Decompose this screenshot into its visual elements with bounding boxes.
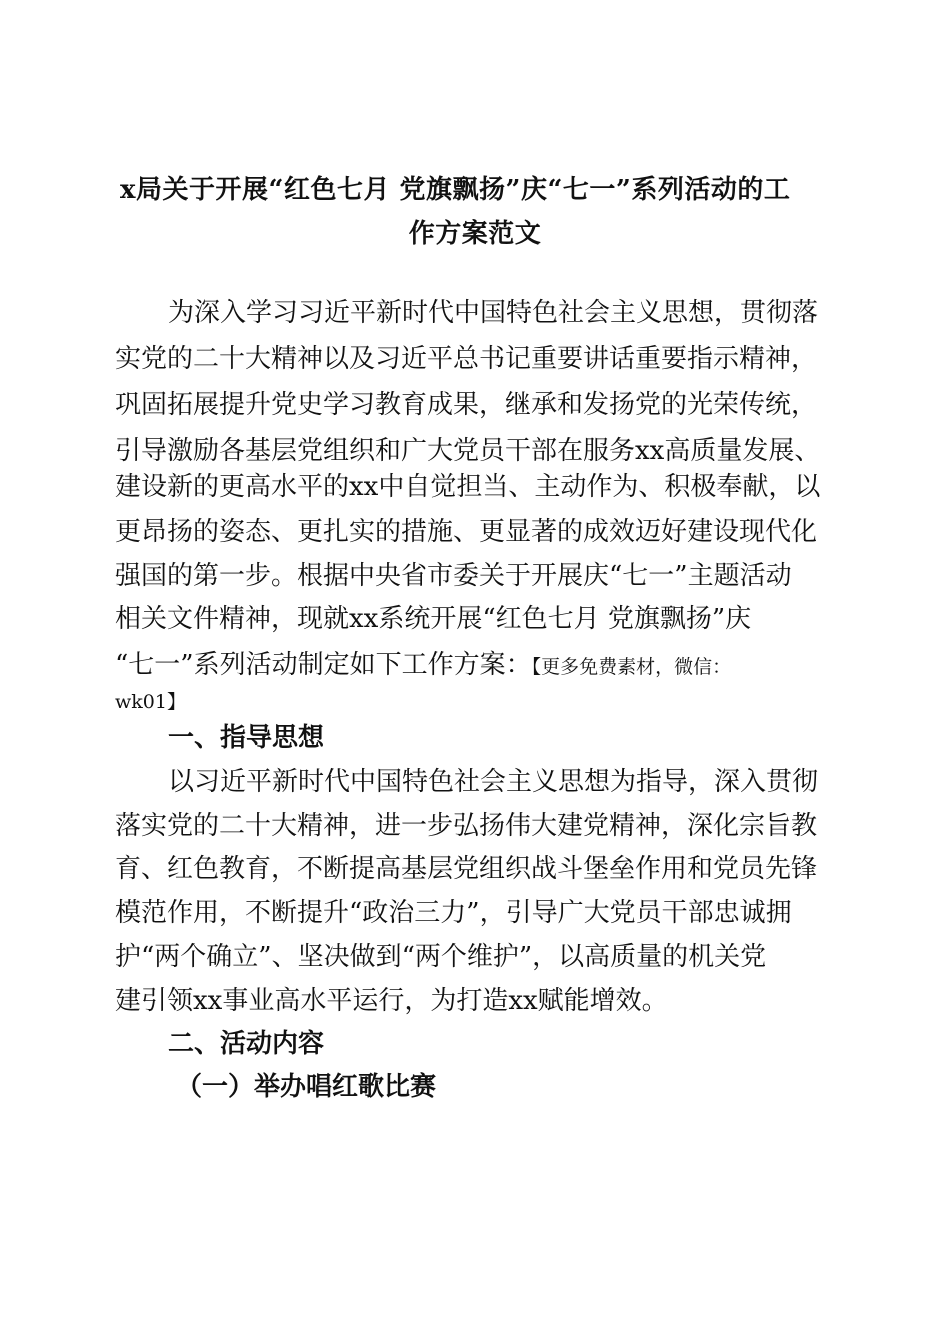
document-title-line-1: x局关于开展“红色七月 党旗飘扬”庆“七一”系列活动的工	[120, 175, 791, 205]
intro-paragraph-line: 巩固拓展提升党史学习教育成果，继承和发扬党的光荣传统，	[115, 390, 818, 420]
promo-note-continuation: wk01】	[115, 691, 186, 713]
subsection-heading-red-song-contest: （一）举办唱红歌比赛	[176, 1072, 437, 1102]
promo-note: 【更多免费素材，微信：	[531, 656, 732, 678]
intro-last-main-text: “七一”系列活动制定如下工作方案：	[115, 650, 532, 680]
section1-paragraph-line: 建引领xx事业高水平运行，为打造xx赋能增效。	[115, 986, 668, 1016]
intro-paragraph-line: 为深入学习习近平新时代中国特色社会主义思想，贯彻落	[168, 298, 819, 328]
document-title-line-2: 作方案范文	[408, 219, 542, 249]
intro-paragraph-line: 引导激励各基层党组织和广大党员干部在服务xx高质量发展、	[115, 436, 821, 466]
section-heading-activity-content: 二、活动内容	[168, 1029, 325, 1059]
section1-paragraph-line: 模范作用，不断提升“政治三力”，引导广大党员干部忠诚拥	[115, 898, 792, 928]
intro-paragraph-line: 相关文件精神，现就xx系统开展“红色七月 党旗飘扬”庆	[115, 604, 752, 634]
intro-paragraph-last-line	[115, 645, 731, 687]
intro-paragraph-line: 强国的第一步。根据中央省市委关于开展庆“七一”主题活动	[115, 561, 792, 591]
intro-paragraph-line: 实党的二十大精神以及习近平总书记重要讲话重要指示精神，	[115, 344, 818, 374]
section1-paragraph-line: 落实党的二十大精神，进一步弘扬伟大建党精神，深化宗旨教	[115, 811, 818, 841]
intro-paragraph-line: 建设新的更高水平的xx中自觉担当、主动作为、积极奉献，以	[115, 472, 821, 502]
section-heading-guiding-ideology: 一、指导思想	[168, 723, 325, 753]
intro-paragraph-line: 更昂扬的姿态、更扎实的措施、更显著的成效迈好建设现代化	[115, 517, 818, 547]
section1-paragraph-line: 以习近平新时代中国特色社会主义思想为指导，深入贯彻	[168, 767, 819, 797]
section1-paragraph-line: 护“两个确立”、坚决做到“两个维护”，以高质量的机关党	[115, 942, 767, 972]
section1-paragraph-line: 育、红色教育，不断提高基层党组织战斗堡垒作用和党员先锋	[115, 854, 818, 884]
